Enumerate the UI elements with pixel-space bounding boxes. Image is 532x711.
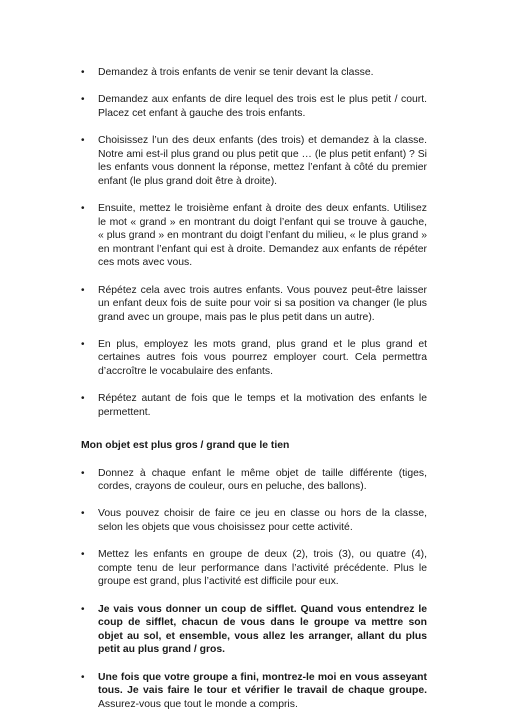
list-item-text: Répétez cela avec trois autres enfants. Vous pouvez peut-être laisser un enfant deux fois de suite pour voir si sa position va changer (le plus grand avec un groupe, mais pas le plus petit dans un autre). [98,284,427,323]
list-item [81,202,427,270]
list-item-text: Ensuite, mettez le troisième enfant à droite des deux enfants. Utilisez le mot « grand » en montrant du doigt l’enfant qui se trouve à gauche, « plus grand » en montrant du doigt l’enfant du milieu, « le plus grand » en montrant l’enfant qui est à droite. Demandez aux enfants de répéter ces mots avec vous. [98,202,427,269]
instruction-list-2 [81,467,427,711]
list-item-text: Je vais vous donner un coup de sifflet. Quand vous entendrez le coup de sifflet, chacun de vous dans le groupe va mettre son objet au sol, et ensemble, vous allez les arranger, allant du plus petit au plus grand / gros. [98,603,427,656]
list-item [81,392,427,419]
bullet-icon: • [81,603,85,615]
bullet-icon: • [81,94,85,106]
list-item-text: Demandez aux enfants de dire lequel des trois est le plus petit / court. Placez cet enfant à gauche des trois enfants. [98,94,427,119]
list-item [81,93,427,120]
list-item [81,467,427,494]
list-item [81,338,427,379]
list-item-text: Répétez autant de fois que le temps et la motivation des enfants le permettent. [98,393,427,418]
list-item-bold-text: Une fois que votre groupe a fini, montrez-le moi en vous asseyant tous. Je vais faire le tour et vérifier le travail de chaque groupe. [98,671,427,697]
list-item [81,603,427,657]
bullet-icon: • [81,284,85,296]
bullet-icon: • [81,202,85,214]
bullet-icon: • [81,393,85,405]
list-item-text: Demandez à trois enfants de venir se tenir devant la classe. [98,67,374,78]
bullet-icon: • [81,467,85,479]
bullet-icon: • [81,67,85,78]
list-item-text: Vous pouvez choisir de faire ce jeu en classe ou hors de la classe, selon les objets que vous choisissez pour cette activité. [98,508,427,533]
list-item [81,66,427,80]
bullet-icon: • [81,508,85,520]
bullet-icon: • [81,338,85,350]
bullet-icon: • [81,671,85,683]
list-item-normal-text: Assurez-vous que tout le monde a compris. [98,698,298,710]
instruction-list-1 [81,66,427,419]
bullet-icon: • [81,134,85,146]
list-item-text [98,671,427,711]
list-item [81,671,427,711]
list-item-text: Mettez les enfants en groupe de deux (2), trois (3), ou quatre (4), compte tenu de leur performance dans l’activité précédente. Plus le groupe est grand, plus l’activité est difficile pour eux. [98,549,427,588]
list-item-text: En plus, employez les mots grand, plus grand et le plus grand et certaines autres fois vous pourrez employer court. Cela permettra d’accroître le vocabulaire des enfants. [98,338,427,378]
bullet-icon: • [81,549,85,561]
list-item [81,548,427,589]
list-item [81,134,427,188]
section-heading: Mon objet est plus gros / grand que le tien [81,440,290,452]
list-item [81,284,427,325]
list-item-text: Choisissez l’un des deux enfants (des trois) et demandez à la classe. Notre ami est-il plus grand ou plus petit que … (le plus petit enfant) ? Si les enfants vous donnent la réponse, mettez l’enfant à côté du premier enfant (le plus grand doit être à droite). [98,134,427,187]
list-item-text: Donnez à chaque enfant le même objet de taille différente (tiges, cordes, crayons de couleur, ours en peluche, des ballons). [98,467,427,493]
list-item [81,507,427,534]
